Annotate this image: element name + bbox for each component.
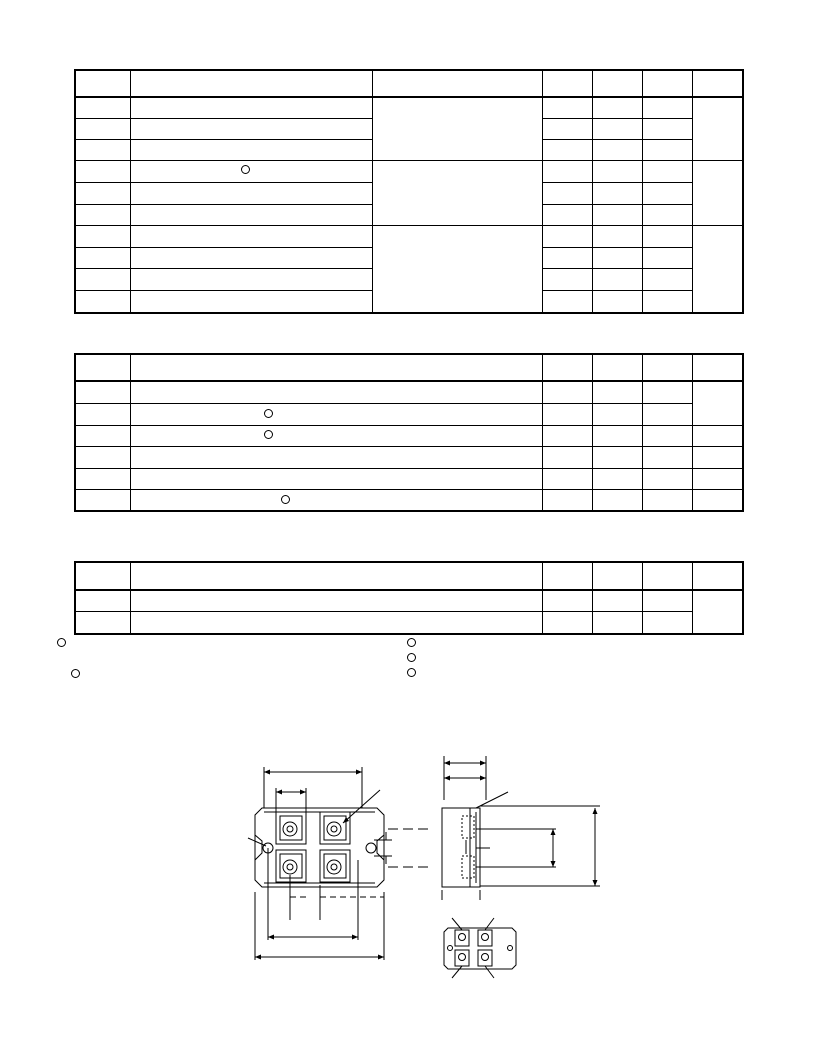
package-side-view (442, 756, 600, 900)
pin-layout-view (444, 918, 516, 978)
package-top-view (248, 767, 432, 960)
